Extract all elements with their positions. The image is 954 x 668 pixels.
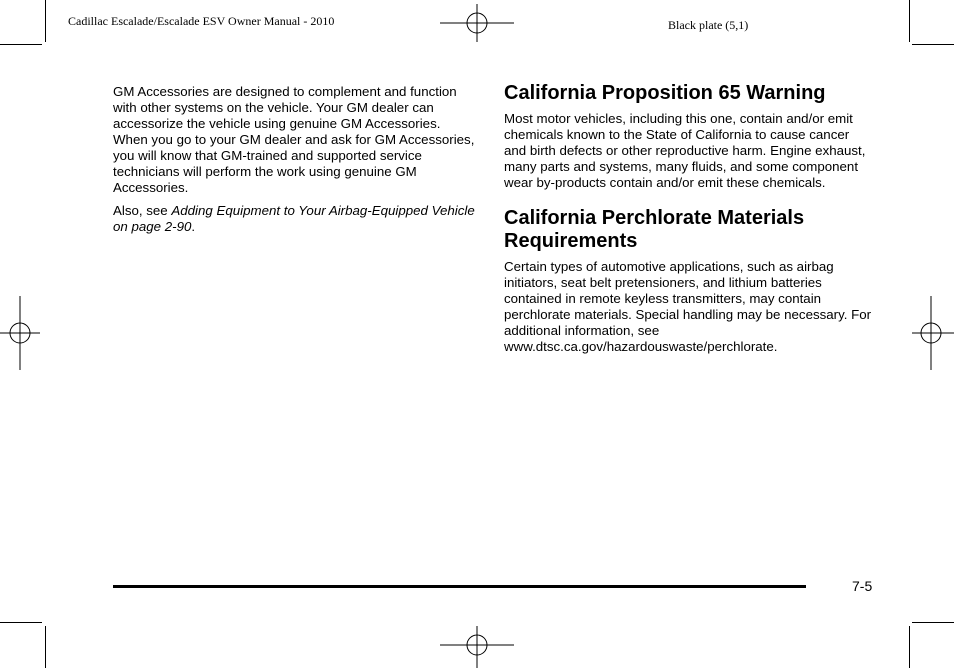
right-column [504,84,872,362]
crop-mark-top-right-v [909,0,910,42]
also-see-paragraph [113,203,475,235]
crop-mark-top-left-v [45,0,46,42]
manual-title: Cadillac Escalade/Escalade ESV Owner Manual - 2010 [68,14,335,28]
crop-mark-top-left-h [0,44,42,45]
page-number: 7-5 [852,578,873,594]
registration-mark-left-icon [0,296,40,370]
accessories-paragraph: GM Accessories are designed to complement and function with other systems on the vehicle. Your GM dealer can accessorize the vehicle using genuine GM Accessories. When you go to your GM dealer and ask for GM Accessories, you will know that GM-trained and supported service technicians will perform the work using genuine GM Accessories. [113,84,475,195]
airbag-equipment-link[interactable]: Adding Equipment to Your Airbag-Equipped Vehicle on page 2-90 [113,203,475,234]
also-see-suffix: . [191,219,196,234]
crop-mark-top-right-h [912,44,954,45]
perchlorate-heading: California Perchlorate Materials Requirements [504,207,805,252]
registration-mark-right-icon [912,296,954,370]
also-see-prefix: Also, see [113,203,172,218]
prop65-heading: California Proposition 65 Warning [504,82,826,104]
crop-mark-bottom-right-h [912,622,954,623]
plate-label: Black plate (5,1) [668,18,749,32]
prop65-body: Most motor vehicles, including this one, contain and/or emit chemicals known to the State of California to cause cancer and birth defects or other reproductive harm. Engine exhaust, many parts and systems, many fluids, and some component wear by-products contain and/or emit these chemicals. [504,111,866,190]
crop-mark-bottom-left-h [0,622,42,623]
registration-mark-bottom-icon [440,626,514,668]
left-column [113,84,475,242]
registration-mark-top-icon [440,4,514,42]
perchlorate-body: Certain types of automotive applications, such as airbag initiators, seat belt pretensioners, and lithium batteries contained in remote keyless transmitters, may contain perchlorate materials. Special handling may be necessary. For additional information, see www.dtsc.ca.gov/hazardouswaste/perchlorate. [504,259,872,354]
footer-rule [113,585,806,588]
crop-mark-bottom-right-v [909,626,910,668]
crop-mark-bottom-left-v [45,626,46,668]
